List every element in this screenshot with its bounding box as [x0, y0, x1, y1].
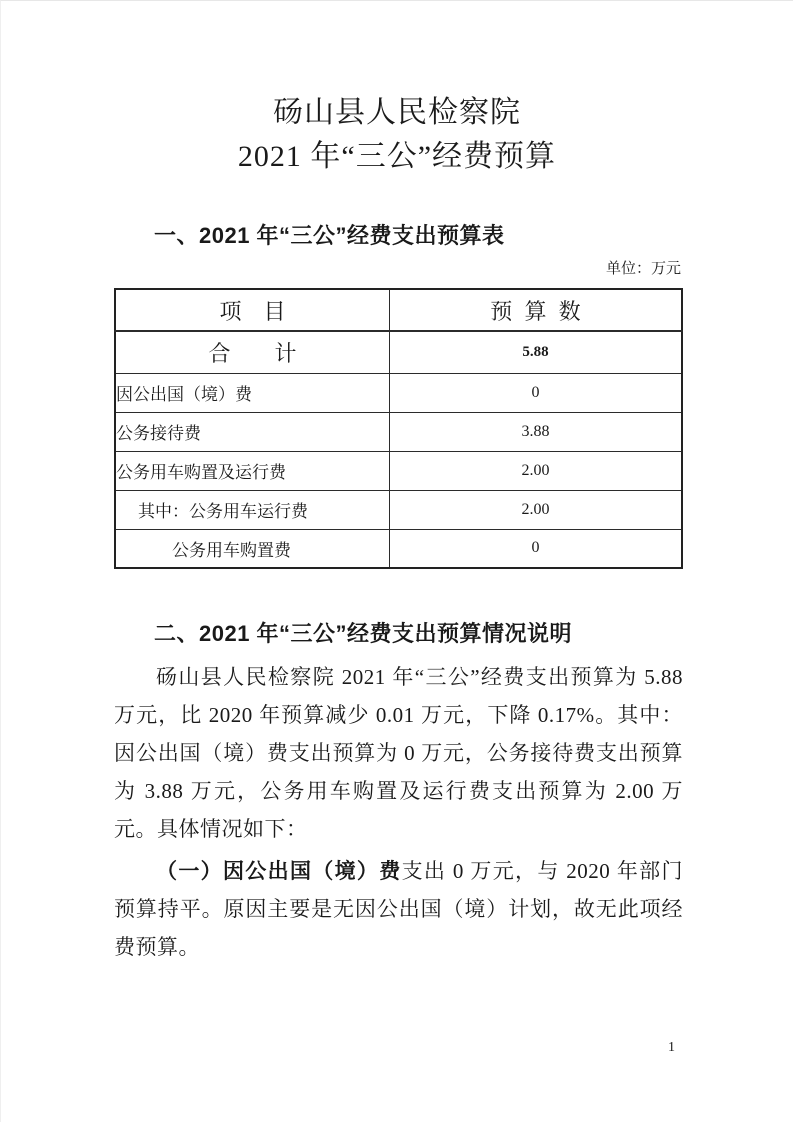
page-number: 1	[668, 1040, 675, 1055]
row-label-abroad: 因公出国（境）费	[115, 373, 389, 412]
row-value-vehicle-purchase: 0	[389, 529, 682, 568]
row-value-reception: 3.88	[389, 412, 682, 451]
row-value-abroad: 0	[389, 373, 682, 412]
section2-heading: 二、2021 年“三公”经费支出预算情况说明	[154, 621, 573, 646]
section1-heading: 一、2021 年“三公”经费支出预算表	[154, 223, 505, 248]
row-value-vehicle-operation: 2.00	[389, 490, 682, 529]
row-label-vehicle-operation: 其中：公务用车运行费	[115, 490, 389, 529]
table-row-abroad	[115, 373, 682, 412]
budget-table	[114, 288, 683, 569]
row-value-total: 5.88	[389, 331, 682, 373]
document-title	[1, 1, 793, 179]
unit-note: 单位：万元	[605, 261, 681, 277]
table-row-vehicle-purchase	[115, 529, 682, 568]
table-row-vehicle-operation	[115, 490, 682, 529]
row-label-vehicle-total: 公务用车购置及运行费	[115, 451, 389, 490]
row-label-reception: 公务接待费	[115, 412, 389, 451]
title-line-2: 2021 年“三公”经费预算	[237, 140, 557, 173]
row-label-total: 合 计	[115, 331, 389, 373]
table-row-vehicle-total	[115, 451, 682, 490]
table-row-total	[115, 331, 682, 373]
table-row-reception	[115, 412, 682, 451]
title-line-1: 砀山县人民检察院	[273, 96, 521, 129]
table-header-item: 项 目	[115, 289, 389, 331]
paragraph-summary: 砀山县人民检察院 2021 年“三公”经费支出预算为 5.88 万元，比 2020 年预算减少 0.01 万元，下降 0.17%。其中：因公出国（境）费支出预算为 0 万元，公务接待费支出预算为 3.88 万元，公务用车购置及运行费支出预算为 2.00 万元。具体情况如下：	[114, 665, 683, 841]
row-value-vehicle-total: 2.00	[389, 451, 682, 490]
row-label-vehicle-purchase: 公务用车购置费	[115, 529, 389, 568]
paragraph-item1-rest: 支出 0 万元，与 2020 年部门预算持平。原因主要是无因公出国（境）计划，故无此项经费预算。	[114, 859, 684, 959]
table-header-budget: 预 算 数	[389, 289, 682, 331]
document-body	[114, 221, 683, 966]
table-header-row	[115, 289, 682, 331]
paragraph-item1	[114, 852, 683, 966]
paragraph-item1-lead: （一）因公出国（境）费	[156, 859, 402, 883]
